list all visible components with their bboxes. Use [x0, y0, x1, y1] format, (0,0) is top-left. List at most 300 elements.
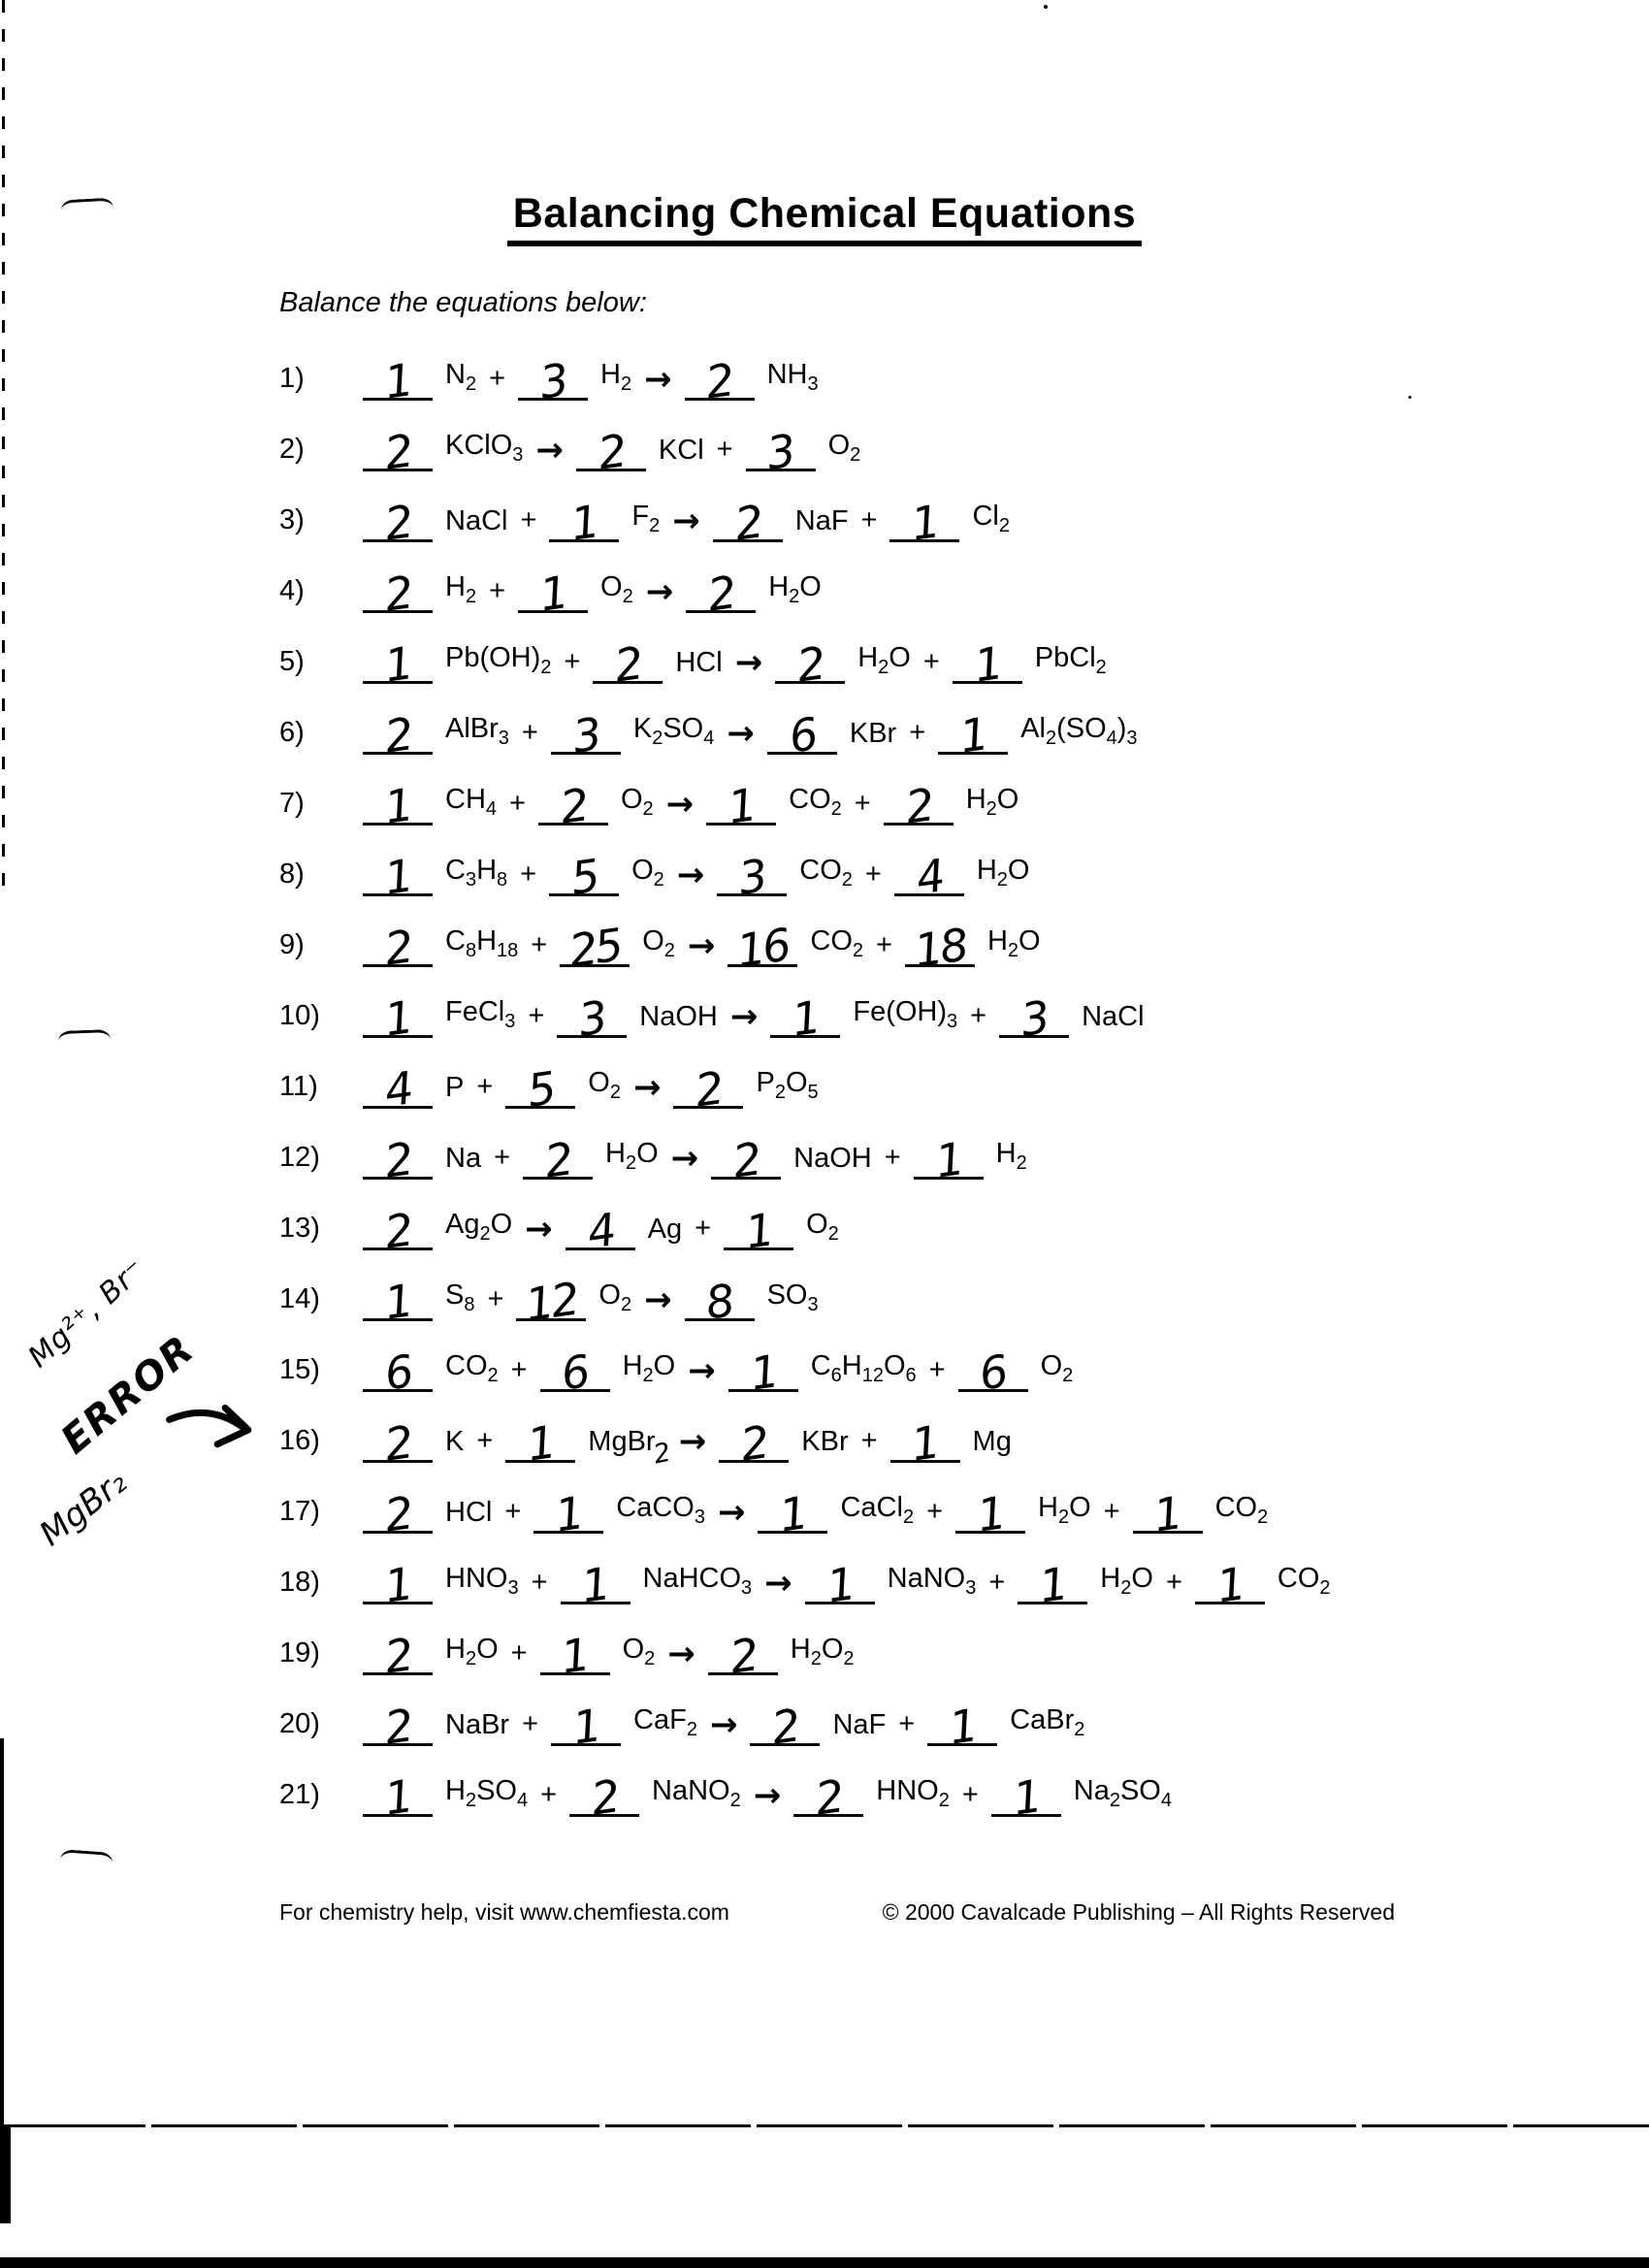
answer-blank — [1195, 1545, 1265, 1613]
handwritten-coefficient: 2 — [768, 1699, 802, 1755]
handwritten-coefficient: 2 — [726, 1628, 760, 1684]
answer-blank — [363, 1333, 433, 1401]
footer-copyright: © 2000 Cavalcade Publishing – All Rights Reserved — [882, 1899, 1395, 1925]
equation-list — [279, 330, 1637, 1826]
chemical-formula: $H_2O$ — [986, 925, 1041, 961]
equation — [363, 837, 1030, 905]
chemical-formula: $NH_3$ — [766, 359, 819, 395]
plus-operator: + — [520, 859, 537, 890]
plus-operator: + — [509, 788, 526, 819]
chemical-formula: $N_2$ — [445, 359, 477, 395]
equation-row — [279, 1675, 1637, 1755]
chemical-formula: $O_2$ — [642, 925, 675, 961]
reaction-arrow: → — [717, 1493, 746, 1532]
answer-blank — [889, 483, 959, 551]
reaction-arrow: → — [645, 572, 674, 611]
answer-blank — [706, 766, 776, 834]
chemical-formula: NaF — [794, 505, 849, 536]
plus-operator: + — [489, 363, 506, 394]
chemical-formula: $Na_2SO_4$ — [1073, 1775, 1172, 1811]
handwritten-coefficient: 2 — [381, 920, 414, 976]
plus-operator: + — [521, 717, 538, 748]
answer-blank — [728, 908, 797, 978]
margin-note-error: ERROR — [52, 1326, 204, 1463]
answer-blank — [549, 483, 619, 551]
equation-row — [279, 471, 1637, 551]
question-number: 14) — [279, 1283, 320, 1314]
equation — [363, 1545, 1331, 1613]
handwritten-coefficient: 2 — [557, 778, 590, 834]
question-number: 5) — [279, 646, 305, 677]
question-number: 3) — [279, 504, 305, 535]
handwritten-coefficient: 5 — [567, 849, 600, 905]
chemical-formula: $P_2O_5$ — [756, 1067, 819, 1103]
answer-blank — [549, 837, 619, 905]
handwritten-coefficient: 1 — [1036, 1557, 1069, 1613]
question-number: 9) — [279, 929, 305, 960]
handwritten-coefficient: 1 — [381, 353, 414, 409]
chemical-formula: P — [445, 1072, 465, 1103]
answer-blank — [363, 1687, 433, 1755]
answer-blank — [746, 412, 816, 480]
handwritten-coefficient: 3 — [1018, 990, 1051, 1047]
chemical-formula: $Pb(OH)_2$ — [445, 642, 552, 678]
chemical-formula: CaCl$_2$ — [840, 1492, 915, 1528]
answer-blank — [505, 1404, 575, 1472]
plus-operator: + — [860, 1425, 878, 1456]
chemical-formula: NaNO$_2$ — [652, 1775, 741, 1811]
handwritten-coefficient: 1 — [970, 636, 1004, 693]
chemical-formula: Mg — [972, 1426, 1012, 1457]
question-number: 11) — [279, 1071, 318, 1102]
question-number: 15) — [279, 1354, 320, 1385]
question-number: 19) — [279, 1637, 320, 1669]
handwritten-coefficient: 1 — [1212, 1557, 1246, 1613]
chemical-formula: $H_2SO_4$ — [445, 1775, 529, 1811]
answer-blank — [593, 625, 663, 693]
chemical-formula: NaNO$_3$ — [887, 1563, 977, 1599]
handwritten-coefficient: 6 — [381, 1345, 414, 1401]
chemical-formula: AlBr$_3$ — [445, 713, 509, 749]
equation — [363, 1687, 1085, 1755]
chemical-formula: $H_2O$ — [445, 1634, 499, 1669]
handwritten-coefficient: 1 — [524, 1415, 557, 1472]
plus-operator: + — [1103, 1496, 1120, 1527]
equation-row — [279, 542, 1637, 622]
scan-artifact-paper-edge-line — [0, 2124, 1649, 2127]
question-number: 10) — [279, 1000, 320, 1031]
handwritten-coefficient: 6 — [785, 707, 819, 763]
answer-blank — [363, 1120, 433, 1188]
handwritten-coefficient: 2 — [381, 1203, 414, 1259]
equation — [363, 1474, 1269, 1542]
chemical-formula: $C_3H_8$ — [445, 855, 508, 891]
answer-blank — [890, 1404, 960, 1472]
plus-operator: + — [531, 929, 548, 960]
reaction-arrow: → — [753, 1776, 782, 1815]
chemical-formula: $O_2$ — [588, 1067, 621, 1103]
handwritten-coefficient: 2 — [611, 636, 645, 693]
chemical-formula: $H_2O_2$ — [790, 1634, 855, 1669]
handwritten-coefficient: 1 — [823, 1557, 857, 1613]
plus-operator: + — [864, 859, 882, 890]
handwritten-coefficient: 6 — [976, 1345, 1010, 1401]
answer-blank — [750, 1687, 820, 1755]
reaction-arrow: → — [687, 926, 716, 965]
answer-blank — [551, 1687, 621, 1755]
equation — [363, 1758, 1172, 1826]
plus-operator: + — [487, 1283, 504, 1314]
equation — [363, 1050, 819, 1118]
instruction-text: Balance the equations below: — [279, 287, 647, 318]
question-number: 20) — [279, 1708, 320, 1739]
handwritten-coefficient: 1 — [381, 1769, 414, 1826]
plus-operator: + — [884, 1142, 901, 1173]
chemical-formula: $H_2O$ — [622, 1350, 676, 1386]
answer-blank — [363, 1191, 433, 1259]
equation — [363, 1333, 1074, 1401]
chemical-formula: NaOH — [793, 1143, 872, 1174]
answer-blank — [540, 1616, 610, 1684]
answer-blank — [576, 412, 646, 480]
equation — [363, 1616, 855, 1684]
answer-blank — [516, 1262, 586, 1332]
handwritten-coefficient: 1 — [908, 495, 942, 551]
handwritten-coefficient: 6 — [558, 1345, 592, 1401]
right-arrow-icon — [160, 1390, 263, 1464]
plus-operator: + — [531, 1567, 548, 1598]
plus-operator: + — [510, 1637, 528, 1669]
answer-blank — [999, 979, 1069, 1047]
reaction-arrow: → — [535, 431, 564, 470]
handwritten-coefficient: 4 — [912, 849, 946, 905]
chemical-formula: $O_2$ — [600, 571, 633, 607]
answer-blank — [708, 1616, 778, 1684]
handwritten-coefficient: 3 — [536, 353, 569, 409]
chemical-formula: KClO$_3$ — [445, 430, 524, 466]
handwritten-coefficient: 1 — [381, 1274, 414, 1330]
equation-row — [279, 1463, 1637, 1542]
reaction-arrow: → — [665, 785, 695, 824]
equation-row — [279, 896, 1637, 978]
handwritten-coefficient: 2 — [381, 1415, 414, 1472]
margin-note-corrected-formula: MgBr₂ — [32, 1462, 135, 1554]
equation — [363, 1120, 1027, 1188]
answer-blank — [518, 554, 588, 622]
handwritten-coefficient: 18 — [911, 918, 969, 978]
equation-row — [279, 330, 1637, 409]
chemical-formula: KBr — [849, 718, 897, 749]
chemical-formula: $CH_4$ — [445, 784, 498, 820]
chemical-formula: CaF$_2$ — [633, 1704, 697, 1740]
answer-blank — [1018, 1545, 1087, 1613]
equation-row — [279, 1604, 1637, 1684]
handwritten-coefficient: 4 — [583, 1203, 617, 1259]
handwritten-coefficient: 1 — [569, 1699, 602, 1755]
answer-blank — [363, 1050, 433, 1118]
plus-operator: + — [961, 1779, 979, 1810]
chemical-formula: $H_2$ — [445, 571, 477, 607]
chemical-formula: CaCO$_3$ — [616, 1492, 705, 1528]
reaction-arrow: → — [667, 1635, 695, 1673]
reaction-arrow: → — [709, 1705, 738, 1744]
handwritten-coefficient: 2 — [541, 1132, 574, 1188]
answer-blank — [363, 483, 433, 551]
handwritten-coefficient: 8 — [702, 1274, 736, 1330]
handwritten-coefficient: 2 — [381, 566, 414, 622]
answer-blank — [363, 696, 433, 763]
reaction-arrow: → — [764, 1564, 792, 1603]
plus-operator: + — [926, 1496, 944, 1527]
chemical-formula: $O_2$ — [1040, 1350, 1074, 1386]
scan-artifact-left-bar — [0, 2126, 11, 2223]
handwritten-coefficient: 1 — [381, 1557, 414, 1613]
handwritten-coefficient: 2 — [595, 424, 628, 480]
chemical-formula: $C_6H_{12}O_6$ — [810, 1350, 917, 1386]
handwritten-coefficient: 1 — [946, 1699, 979, 1755]
question-number: 8) — [279, 859, 305, 890]
plus-operator: + — [970, 1000, 987, 1031]
question-number: 12) — [279, 1142, 320, 1173]
answer-blank — [363, 554, 433, 622]
handwritten-coefficient: 2 — [381, 707, 414, 763]
answer-blank — [711, 1120, 781, 1188]
chemical-formula: $C_8H_{18}$ — [445, 925, 519, 961]
handwritten-coefficient: 2 — [381, 1628, 414, 1684]
answer-blank — [569, 1758, 639, 1826]
handwritten-coefficient: 1 — [974, 1486, 1007, 1542]
chemical-formula: $S_8$ — [445, 1280, 475, 1315]
question-number: 4) — [279, 575, 305, 606]
equation-row — [279, 1746, 1637, 1826]
equation-row — [279, 1321, 1637, 1401]
question-number: 13) — [279, 1213, 320, 1244]
answer-blank — [938, 696, 1008, 763]
answer-blank — [540, 1333, 610, 1401]
equation-row — [279, 1534, 1637, 1613]
handwritten-coefficient: 1 — [1150, 1486, 1184, 1542]
answer-blank — [551, 696, 621, 763]
answer-blank — [505, 1050, 575, 1118]
handwritten-coefficient: 2 — [381, 1699, 414, 1755]
chemical-formula: $Cl_2$ — [972, 501, 1010, 536]
question-number: 1) — [279, 363, 305, 394]
handwritten-coefficient: 1 — [742, 1203, 775, 1259]
equation — [363, 412, 861, 480]
chemical-formula: $Fe(OH)_3$ — [853, 996, 958, 1032]
answer-blank — [561, 1545, 630, 1613]
reaction-arrow: → — [632, 1068, 662, 1107]
answer-blank — [793, 1758, 863, 1826]
chemical-formula: $SO_3$ — [766, 1280, 819, 1315]
answer-blank — [363, 1545, 433, 1613]
chemical-formula: $Al_2(SO_4)_3$ — [1020, 713, 1138, 749]
question-number: 7) — [279, 788, 305, 819]
chemical-formula: $CO_2$ — [789, 784, 842, 820]
question-number: 17) — [279, 1496, 320, 1527]
handwritten-coefficient: 2 — [692, 1061, 726, 1118]
scan-artifact-speck — [1044, 5, 1048, 9]
chemical-formula: $CO_2$ — [1214, 1492, 1269, 1528]
handwritten-coefficient: 1 — [725, 778, 758, 834]
chemical-formula: HCl — [445, 1497, 493, 1528]
question-number: 21) — [279, 1779, 320, 1810]
answer-blank — [1133, 1474, 1203, 1542]
answer-blank — [363, 908, 433, 976]
answer-blank — [363, 1616, 433, 1684]
answer-blank — [363, 1404, 433, 1472]
scan-artifact-curl-mark — [58, 1029, 112, 1052]
chemical-formula: $F_2$ — [631, 501, 661, 536]
handwritten-coefficient: 12 — [522, 1272, 581, 1332]
plus-operator: + — [928, 1354, 946, 1385]
equation-row — [279, 1180, 1637, 1259]
answer-blank — [363, 625, 433, 693]
reaction-arrow: → — [644, 360, 672, 399]
handwritten-coefficient: 1 — [931, 1132, 965, 1188]
answer-blank — [673, 1050, 743, 1118]
page-title: Balancing Chemical Equations — [507, 190, 1142, 246]
chemical-formula: Ag — [647, 1214, 683, 1245]
handwritten-coefficient: 1 — [746, 1345, 780, 1401]
plus-operator: + — [476, 1425, 494, 1456]
answer-blank — [905, 908, 975, 978]
question-number: 2) — [279, 434, 305, 465]
equation — [363, 341, 819, 409]
equation-row — [279, 1392, 1637, 1472]
chemical-formula: $H_2O$ — [1038, 1492, 1091, 1528]
handwritten-coefficient: 1 — [381, 636, 414, 693]
reaction-arrow: → — [729, 997, 759, 1036]
reaction-arrow: → — [525, 1210, 553, 1248]
reaction-arrow: → — [644, 1280, 672, 1319]
equation-row — [279, 1109, 1637, 1188]
handwritten-coefficient: 16 — [733, 918, 792, 978]
plus-operator: + — [716, 434, 733, 465]
handwritten-coefficient: 1 — [552, 1486, 585, 1542]
handwritten-coefficient: 1 — [1009, 1769, 1043, 1826]
handwritten-subscript: 2 — [650, 1437, 673, 1471]
plus-operator: + — [860, 504, 878, 535]
answer-blank — [557, 979, 627, 1047]
plus-operator: + — [564, 646, 581, 677]
answer-blank — [724, 1191, 793, 1259]
handwritten-coefficient: 3 — [735, 849, 768, 905]
answer-blank — [363, 837, 433, 905]
scan-artifact-curl-mark — [59, 1849, 113, 1873]
equation-row — [279, 755, 1637, 834]
answer-blank — [958, 1333, 1028, 1401]
handwritten-coefficient: 25 — [566, 918, 624, 978]
chemical-formula: $H_2O$ — [976, 855, 1030, 891]
answer-blank — [894, 837, 964, 905]
equation — [363, 979, 1145, 1047]
plus-operator: + — [540, 1779, 558, 1810]
chemical-formula: $O_2$ — [631, 855, 664, 891]
chemical-formula: $H_2O$ — [1100, 1563, 1153, 1599]
answer-blank — [686, 554, 756, 622]
chemical-formula: $HNO_2$ — [876, 1775, 950, 1811]
handwritten-coefficient: 2 — [588, 1769, 621, 1826]
scan-artifact-bottom-band — [0, 2257, 1649, 2268]
answer-blank — [363, 1262, 433, 1330]
chemical-formula: HCl — [675, 647, 723, 678]
answer-blank — [770, 979, 840, 1047]
chemical-formula: $CO_2$ — [810, 925, 864, 961]
reaction-arrow: → — [676, 856, 705, 894]
chemical-formula: $K_2SO_4$ — [632, 713, 715, 749]
handwritten-coefficient: 2 — [381, 424, 414, 480]
handwritten-coefficient: 4 — [381, 1061, 414, 1118]
scan-artifact-left-line — [0, 1738, 4, 2126]
reaction-arrow: → — [734, 643, 763, 682]
chemical-formula: $CO_2$ — [445, 1350, 499, 1386]
handwritten-coefficient: 2 — [702, 353, 736, 409]
equation-row — [279, 684, 1637, 763]
equation-row — [279, 1038, 1637, 1118]
handwritten-coefficient: 3 — [568, 707, 602, 763]
equation — [363, 1262, 819, 1332]
handwritten-coefficient: 2 — [793, 636, 826, 693]
chemical-formula: $HNO_3$ — [445, 1563, 519, 1599]
handwritten-coefficient: 5 — [524, 1061, 557, 1118]
handwritten-coefficient: 3 — [575, 990, 608, 1047]
plus-operator: + — [489, 575, 506, 606]
handwritten-coefficient: 1 — [536, 566, 569, 622]
chemical-formula: $O_2$ — [598, 1280, 632, 1315]
handwritten-coefficient: 1 — [381, 778, 414, 834]
answer-blank — [685, 1262, 755, 1330]
answer-blank — [363, 979, 433, 1047]
answer-blank — [534, 1474, 603, 1542]
plus-operator: + — [504, 1496, 522, 1527]
answer-blank — [717, 837, 787, 905]
plus-operator: + — [922, 646, 940, 677]
handwritten-coefficient: 3 — [763, 424, 797, 480]
chemical-formula: $H_2O$ — [965, 784, 1019, 820]
chemical-formula: NaOH — [639, 1001, 718, 1032]
equation-row — [279, 826, 1637, 905]
answer-blank — [363, 1474, 433, 1542]
plus-operator: + — [898, 1708, 916, 1739]
answer-blank — [884, 766, 954, 834]
chemical-formula: NaF — [832, 1709, 887, 1740]
footer-help-text: For chemistry help, visit www.chemfiesta.com — [279, 1899, 729, 1925]
chemical-formula: KCl — [658, 435, 704, 466]
handwritten-coefficient: 2 — [381, 1132, 414, 1188]
answer-blank — [953, 625, 1022, 693]
chemical-formula: $O_2$ — [806, 1209, 839, 1245]
handwritten-coefficient: 1 — [956, 707, 989, 763]
reaction-arrow: → — [678, 1422, 707, 1461]
plus-operator: + — [528, 1000, 545, 1031]
equation — [363, 483, 1010, 551]
plus-operator: + — [522, 1708, 539, 1739]
answer-blank — [758, 1474, 827, 1542]
chemical-formula: $Ag_2O$ — [445, 1209, 513, 1245]
scan-artifact-dotted-edge — [2, 0, 5, 902]
equation-row — [279, 1250, 1637, 1332]
chemical-formula: NaHCO$_3$ — [642, 1563, 753, 1599]
plus-operator: + — [1165, 1567, 1182, 1598]
plus-operator: + — [494, 1142, 511, 1173]
chemical-formula: PbCl$_2$ — [1034, 642, 1107, 678]
equation-row — [279, 613, 1637, 693]
chemical-formula: $CO_2$ — [1277, 1563, 1331, 1599]
chemical-formula: Na — [445, 1143, 482, 1174]
answer-blank — [914, 1120, 984, 1188]
answer-blank — [560, 908, 630, 978]
